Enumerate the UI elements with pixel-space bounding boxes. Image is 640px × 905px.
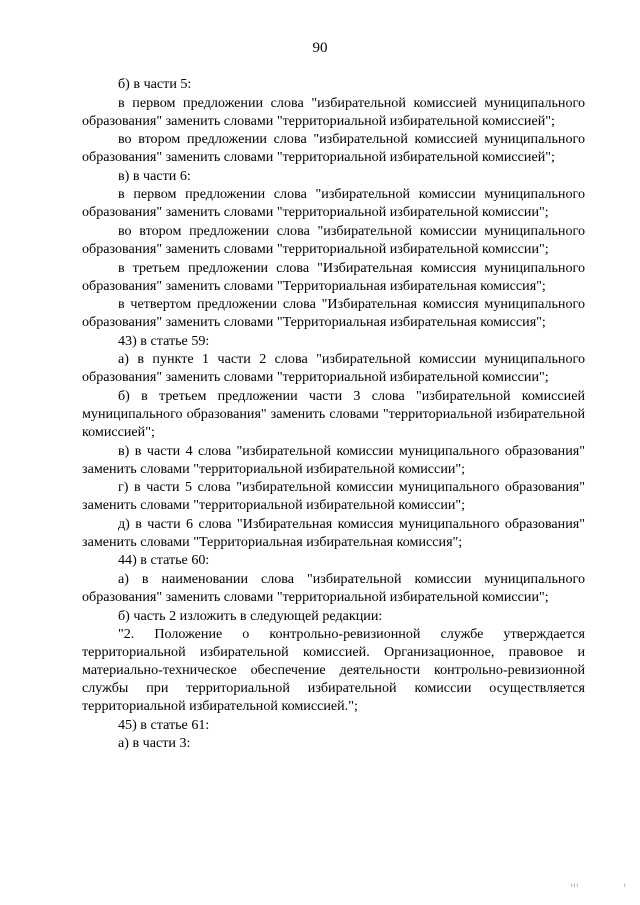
paragraph: г) в части 5 слова "избирательной комиссии муниципального образования" заменить словами "территориальной избирательной комиссии"; <box>82 479 585 514</box>
paragraph: в четвертом предложении слова "Избирательная комиссия муниципального образования" заменить словами "Территориальная избирательная комиссия"; <box>82 296 585 331</box>
paragraph: б) часть 2 изложить в следующей редакции: <box>118 607 383 624</box>
footer-tick: ı <box>624 883 626 889</box>
paragraph: а) в части 3: <box>118 735 191 752</box>
paragraph: в первом предложении слова "избирательной комиссией муниципального образования" заменить словами "территориальной избирательной комиссией"; <box>82 94 585 129</box>
document-body <box>82 75 585 753</box>
paragraph: в третьем предложении слова "Избирательная комиссия муниципального образования" заменить словами "Территориальная избирательная комиссия"; <box>82 259 585 294</box>
paragraph: во втором предложении слова "избирательной комиссии муниципального образования" заменить словами "территориальной избирательной комиссии"; <box>82 222 585 257</box>
paragraph: 45) в статье 61: <box>118 716 210 733</box>
paragraph: а) в наименовании слова "избирательной комиссии муниципального образования" заменить словами "территориальной избирательной комиссии"; <box>82 570 585 605</box>
paragraph: "2. Положение о контрольно-ревизионной службе утверждается территориальной избирательной комиссией. Организационное, правовое и материально-техническое обеспечение деятельности контрольно-ревизионной службы при территориальной избирательной комиссии осуществляется территориальной избирательной комиссией."; <box>82 626 585 715</box>
page-number: 90 <box>312 40 328 56</box>
paragraph: в) в части 6: <box>118 167 191 184</box>
paragraph: 44) в статье 60: <box>118 552 210 569</box>
footer-mark: ııı <box>571 883 580 889</box>
paragraph: в) в части 4 слова "избирательной комиссии муниципального образования" заменить словами "территориальной избирательной комиссии"; <box>82 442 585 477</box>
paragraph: б) в третьем предложении части 3 слова "избирательной комиссией муниципального образования" заменить словами "территориальной избирательной комиссией"; <box>82 387 585 440</box>
paragraph: 43) в статье 59: <box>118 332 210 349</box>
paragraph: б) в части 5: <box>118 76 192 92</box>
paragraph: во втором предложении слова "избирательной комиссией муниципального образования" заменить словами "территориальной избирательной комиссией"; <box>82 131 585 166</box>
paragraph: а) в пункте 1 части 2 слова "избирательной комиссии муниципального образования" заменить словами "территориальной избирательной комиссии"; <box>82 351 585 386</box>
paragraph: д) в части 6 слова "Избирательная комиссия муниципального образования" заменить словами "Территориальная избирательная комиссия"; <box>82 515 585 550</box>
paragraph: в первом предложении слова "избирательной комиссии муниципального образования" заменить словами "территориальной избирательной комиссии"; <box>82 186 585 221</box>
